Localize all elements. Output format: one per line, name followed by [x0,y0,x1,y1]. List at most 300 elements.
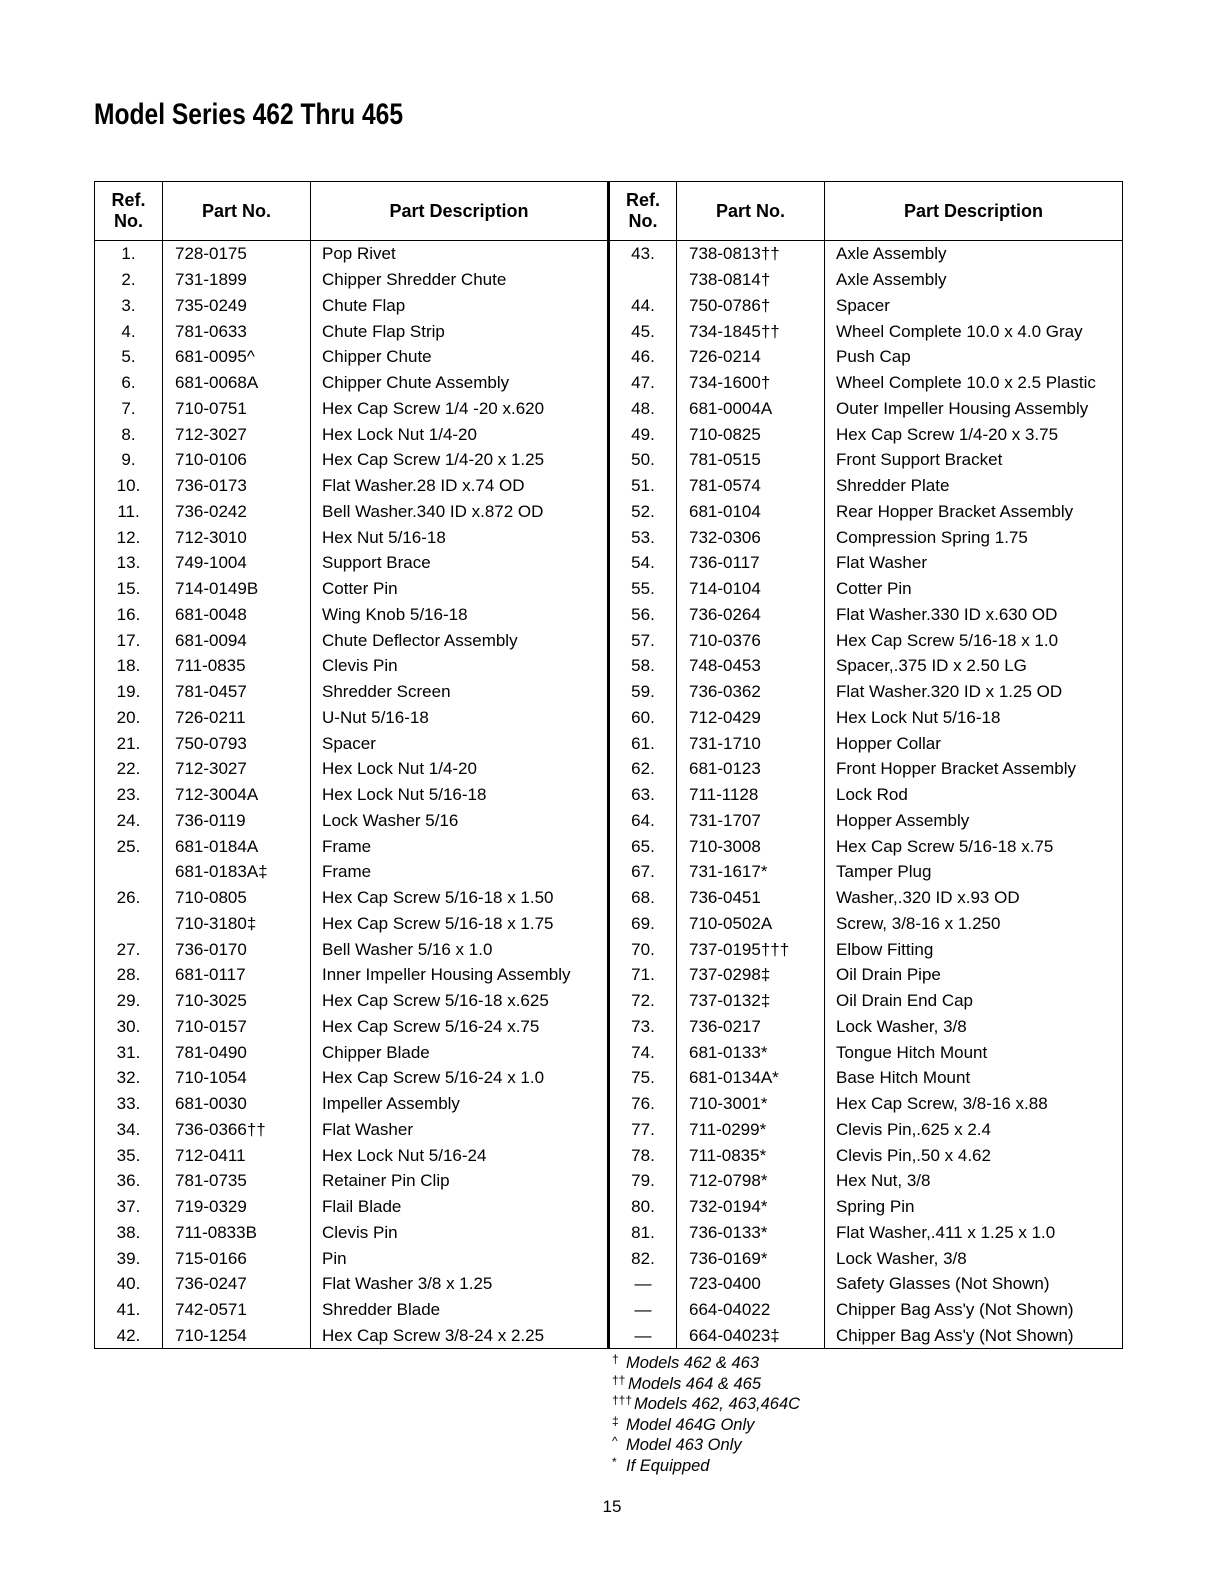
table-row [95,833,1123,859]
part-description-cell: Spacer [311,730,609,756]
table-row [95,1297,1123,1323]
table-row [95,885,1123,911]
table-row [95,344,1123,370]
table-row [95,499,1123,525]
table-row [95,1091,1123,1117]
ref-cell [95,911,163,937]
part-description-cell: Flat Washer [825,550,1123,576]
part-number-cell: 737-0195††† [677,936,825,962]
part-number-cell: 710-3025 [163,988,311,1014]
part-description-cell: Chipper Bag Ass'y (Not Shown) [825,1297,1123,1323]
part-description-cell: Safety Glasses (Not Shown) [825,1271,1123,1297]
ref-cell: 39. [95,1245,163,1271]
table-row [95,1194,1123,1220]
ref-cell: 78. [609,1142,677,1168]
part-description-cell: Shredder Blade [311,1297,609,1323]
ref-cell: 4. [95,318,163,344]
part-number-cell: 710-0751 [163,396,311,422]
part-description-cell: Shredder Screen [311,679,609,705]
part-number-cell: 736-0362 [677,679,825,705]
ref-cell: 68. [609,885,677,911]
ref-cell: 56. [609,602,677,628]
part-number-cell: 736-0170 [163,936,311,962]
part-number-cell: 712-3010 [163,524,311,550]
part-number-cell: 681-0183A‡ [163,859,311,885]
part-number-cell: 681-0133* [677,1039,825,1065]
part-description-cell: Chipper Bag Ass'y (Not Shown) [825,1323,1123,1349]
ref-cell: 73. [609,1014,677,1040]
ref-cell: 20. [95,705,163,731]
part-number-cell: 681-0104 [677,499,825,525]
part-description-cell: Retainer Pin Clip [311,1168,609,1194]
table-row [95,318,1123,344]
part-number-cell: 712-0411 [163,1142,311,1168]
part-description-cell: Flat Washer,.411 x 1.25 x 1.0 [825,1220,1123,1246]
table-header-row [95,182,1123,241]
ref-cell: 7. [95,396,163,422]
table-row [95,1142,1123,1168]
ref-cell: 11. [95,499,163,525]
table-row [95,988,1123,1014]
table-row [95,705,1123,731]
part-description-cell: Hex Cap Screw 5/16-18 x 1.50 [311,885,609,911]
part-description-cell: Hex Cap Screw 1/4-20 x 1.25 [311,447,609,473]
table-row [95,1271,1123,1297]
table-row [95,1220,1123,1246]
part-description-cell: Hex Cap Screw 1/4 -20 x.620 [311,396,609,422]
part-description-cell: Inner Impeller Housing Assembly [311,962,609,988]
part-number-cell: 781-0490 [163,1039,311,1065]
part-number-cell: 738-0813†† [677,241,825,267]
part-number-cell: 681-0094 [163,627,311,653]
ref-cell: 36. [95,1168,163,1194]
part-number-cell: 748-0453 [677,653,825,679]
footnote-text: Models 462 & 463 [626,1354,760,1372]
part-description-cell: Clevis Pin,.50 x 4.62 [825,1142,1123,1168]
ref-cell: 69. [609,911,677,937]
part-number-cell: 731-1899 [163,267,311,293]
part-description-cell: Oil Drain Pipe [825,962,1123,988]
ref-cell: 52. [609,499,677,525]
part-description-cell: Hopper Assembly [825,808,1123,834]
ref-cell: 35. [95,1142,163,1168]
table-row [95,653,1123,679]
part-description-cell: Flat Washer 3/8 x 1.25 [311,1271,609,1297]
part-description-cell: Lock Washer 5/16 [311,808,609,834]
part-description-cell: Hex Lock Nut 1/4-20 [311,421,609,447]
part-number-cell: 734-1845†† [677,318,825,344]
ref-cell: 79. [609,1168,677,1194]
part-number-cell: 731-1707 [677,808,825,834]
ref-cell: 81. [609,1220,677,1246]
ref-cell: 77. [609,1117,677,1143]
footnote-text: Model 464G Only [626,1415,755,1434]
ref-cell: 59. [609,679,677,705]
footnote-symbol: †† [612,1372,626,1387]
part-description-cell: Chipper Chute Assembly [311,370,609,396]
part-number-cell: 664-04022 [677,1297,825,1323]
part-number-cell: 736-0247 [163,1271,311,1297]
part-description-cell: Flat Washer.320 ID x 1.25 OD [825,679,1123,705]
ref-cell: 50. [609,447,677,473]
ref-cell: 43. [609,241,677,267]
table-row [95,267,1123,293]
ref-cell: 70. [609,936,677,962]
part-description-cell: Screw, 3/8-16 x 1.250 [825,911,1123,937]
part-description-cell: Frame [311,833,609,859]
part-description-cell: Base Hitch Mount [825,1065,1123,1091]
part-number-cell: 710-3001* [677,1091,825,1117]
ref-cell: 17. [95,627,163,653]
part-description-cell: Hex Nut 5/16-18 [311,524,609,550]
ref-cell: 32. [95,1065,163,1091]
part-description-cell: Chute Deflector Assembly [311,627,609,653]
table-row [95,421,1123,447]
part-number-cell: 726-0211 [163,705,311,731]
footnote-text: Model 463 Only [626,1436,742,1454]
part-description-cell: Support Brace [311,550,609,576]
part-description-cell: Shredder Plate [825,473,1123,499]
part-number-cell: 681-0068A [163,370,311,396]
part-number-cell: 710-1254 [163,1323,311,1349]
ref-cell: 18. [95,653,163,679]
parts-table-body [95,241,1123,1349]
part-number-cell: 712-0798* [677,1168,825,1194]
part-description-cell: Hopper Collar [825,730,1123,756]
ref-cell: 64. [609,808,677,834]
ref-cell: 24. [95,808,163,834]
part-description-cell: Front Hopper Bracket Assembly [825,756,1123,782]
part-number-cell: 715-0166 [163,1245,311,1271]
table-row [95,1117,1123,1143]
header-part-description: Part Description [825,182,1123,241]
ref-cell: 8. [95,421,163,447]
part-description-cell: Push Cap [825,344,1123,370]
part-number-cell: 781-0457 [163,679,311,705]
part-number-cell: 712-3027 [163,756,311,782]
table-row [95,1014,1123,1040]
part-number-cell: 781-0633 [163,318,311,344]
part-number-cell: 712-3027 [163,421,311,447]
part-number-cell: 719-0329 [163,1194,311,1220]
part-number-cell: 736-0217 [677,1014,825,1040]
part-description-cell: U-Nut 5/16-18 [311,705,609,731]
part-description-cell: Spring Pin [825,1194,1123,1220]
part-number-cell: 664-04023‡ [677,1323,825,1349]
part-description-cell: Flat Washer.28 ID x.74 OD [311,473,609,499]
footnote [612,1374,800,1395]
part-description-cell: Hex Lock Nut 5/16-18 [825,705,1123,731]
ref-cell: 33. [95,1091,163,1117]
table-row [95,756,1123,782]
footnote [612,1394,800,1415]
part-number-cell: 681-0048 [163,602,311,628]
part-number-cell: 736-0242 [163,499,311,525]
header-part-no: Part No. [677,182,825,241]
footnote-text: Models 464 & 465 [628,1374,762,1393]
part-number-cell: 710-1054 [163,1065,311,1091]
part-description-cell: Bell Washer 5/16 x 1.0 [311,936,609,962]
part-description-cell: Clevis Pin,.625 x 2.4 [825,1117,1123,1143]
ref-cell: 40. [95,1271,163,1297]
ref-cell: 54. [609,550,677,576]
table-row [95,550,1123,576]
part-description-cell: Compression Spring 1.75 [825,524,1123,550]
part-number-cell: 736-0117 [677,550,825,576]
header-part-no: Part No. [163,182,311,241]
part-number-cell: 736-0451 [677,885,825,911]
part-description-cell: Pop Rivet [311,241,609,267]
ref-cell: 23. [95,782,163,808]
ref-cell: 62. [609,756,677,782]
ref-cell: 10. [95,473,163,499]
part-description-cell: Elbow Fitting [825,936,1123,962]
ref-cell: 16. [95,602,163,628]
header-part-description: Part Description [311,182,609,241]
ref-cell: 60. [609,705,677,731]
part-description-cell: Hex Cap Screw 5/16-24 x 1.0 [311,1065,609,1091]
header-ref-no: Ref. No. [609,182,677,241]
part-description-cell: Hex Cap Screw 5/16-18 x 1.75 [311,911,609,937]
part-description-cell: Chipper Chute [311,344,609,370]
footnote-symbol: ^ [612,1434,618,1448]
part-number-cell: 711-0299* [677,1117,825,1143]
part-number-cell: 736-0169* [677,1245,825,1271]
ref-cell: 29. [95,988,163,1014]
footnote-symbol: * [612,1454,617,1469]
ref-cell: 3. [95,293,163,319]
part-description-cell: Frame [311,859,609,885]
part-number-cell: 736-0264 [677,602,825,628]
ref-cell: 13. [95,550,163,576]
ref-cell: 28. [95,962,163,988]
ref-cell: 47. [609,370,677,396]
part-number-cell: 710-3180‡ [163,911,311,937]
footnote-text: If Equipped [626,1456,710,1475]
part-number-cell: 681-0134A* [677,1065,825,1091]
part-description-cell: Hex Lock Nut 1/4-20 [311,756,609,782]
footnote-symbol: ††† [612,1393,633,1407]
part-number-cell: 711-0833B [163,1220,311,1246]
table-row [95,679,1123,705]
part-description-cell: Hex Nut, 3/8 [825,1168,1123,1194]
ref-cell: 37. [95,1194,163,1220]
table-row [95,396,1123,422]
part-number-cell: 749-1004 [163,550,311,576]
ref-cell: 6. [95,370,163,396]
ref-cell: 44. [609,293,677,319]
page-number: 15 [602,1497,622,1516]
part-description-cell: Spacer [825,293,1123,319]
table-row [95,1168,1123,1194]
part-number-cell: 734-1600† [677,370,825,396]
ref-cell: 22. [95,756,163,782]
ref-cell: 2. [95,267,163,293]
ref-cell: 25. [95,833,163,859]
part-description-cell: Hex Cap Screw 5/16-18 x.625 [311,988,609,1014]
table-row [95,370,1123,396]
part-description-cell: Hex Cap Screw 1/4-20 x 3.75 [825,421,1123,447]
part-number-cell: 731-1710 [677,730,825,756]
table-row [95,936,1123,962]
part-number-cell: 712-0429 [677,705,825,731]
footnote-text: Models 462, 463,464C [634,1395,801,1413]
part-description-cell: Washer,.320 ID x.93 OD [825,885,1123,911]
part-number-cell: 711-1128 [677,782,825,808]
ref-cell: 82. [609,1245,677,1271]
part-description-cell: Flat Washer [311,1117,609,1143]
ref-cell: 80. [609,1194,677,1220]
part-description-cell: Flail Blade [311,1194,609,1220]
table-row [95,962,1123,988]
part-number-cell: 732-0306 [677,524,825,550]
ref-cell: 51. [609,473,677,499]
part-number-cell: 737-0298‡ [677,962,825,988]
ref-cell [95,859,163,885]
part-number-cell: 737-0132‡ [677,988,825,1014]
part-number-cell: 710-0805 [163,885,311,911]
part-number-cell: 731-1617* [677,859,825,885]
part-number-cell: 681-0004A [677,396,825,422]
part-number-cell: 714-0104 [677,576,825,602]
part-description-cell: Bell Washer.340 ID x.872 OD [311,499,609,525]
part-number-cell: 710-0376 [677,627,825,653]
part-number-cell: 711-0835 [163,653,311,679]
part-description-cell: Hex Cap Screw 5/16-18 x.75 [825,833,1123,859]
footnote [612,1415,800,1436]
table-row [95,576,1123,602]
part-description-cell: Hex Cap Screw 3/8-24 x 2.25 [311,1323,609,1349]
part-description-cell: Hex Cap Screw, 3/8-16 x.88 [825,1091,1123,1117]
ref-cell: 1. [95,241,163,267]
table-row [95,524,1123,550]
part-number-cell: 681-0123 [677,756,825,782]
ref-cell: 9. [95,447,163,473]
ref-cell: 74. [609,1039,677,1065]
ref-cell: 63. [609,782,677,808]
part-description-cell: Lock Rod [825,782,1123,808]
part-number-cell: 681-0095^ [163,344,311,370]
ref-cell: 15. [95,576,163,602]
ref-cell: 72. [609,988,677,1014]
ref-cell: 21. [95,730,163,756]
table-row [95,293,1123,319]
part-number-cell: 736-0133* [677,1220,825,1246]
header-ref-no: Ref. No. [95,182,163,241]
ref-cell: 27. [95,936,163,962]
ref-cell: 38. [95,1220,163,1246]
ref-cell: 45. [609,318,677,344]
part-number-cell: 750-0793 [163,730,311,756]
ref-cell: — [609,1297,677,1323]
ref-cell: 12. [95,524,163,550]
ref-cell: 46. [609,344,677,370]
part-description-cell: Hex Lock Nut 5/16-18 [311,782,609,808]
ref-cell: 58. [609,653,677,679]
part-number-cell: 711-0835* [677,1142,825,1168]
part-description-cell: Outer Impeller Housing Assembly [825,396,1123,422]
part-number-cell: 710-0106 [163,447,311,473]
ref-cell: 48. [609,396,677,422]
part-description-cell: Wheel Complete 10.0 x 4.0 Gray [825,318,1123,344]
part-number-cell: 732-0194* [677,1194,825,1220]
ref-cell: 61. [609,730,677,756]
part-description-cell: Spacer,.375 ID x 2.50 LG [825,653,1123,679]
ref-cell: 75. [609,1065,677,1091]
ref-cell [609,267,677,293]
part-number-cell: 736-0119 [163,808,311,834]
ref-cell: 34. [95,1117,163,1143]
part-description-cell: Oil Drain End Cap [825,988,1123,1014]
part-description-cell: Pin [311,1245,609,1271]
ref-cell: 65. [609,833,677,859]
table-row [95,911,1123,937]
part-description-cell: Hex Cap Screw 5/16-24 x.75 [311,1014,609,1040]
part-description-cell: Clevis Pin [311,1220,609,1246]
table-row [95,473,1123,499]
part-number-cell: 710-0502A [677,911,825,937]
ref-cell: 53. [609,524,677,550]
part-description-cell: Impeller Assembly [311,1091,609,1117]
part-number-cell: 710-0825 [677,421,825,447]
part-number-cell: 736-0173 [163,473,311,499]
part-description-cell: Lock Washer, 3/8 [825,1014,1123,1040]
ref-cell: 76. [609,1091,677,1117]
page-title: Model Series 462 Thru 465 [94,98,404,131]
part-description-cell: Chipper Shredder Chute [311,267,609,293]
part-number-cell: 726-0214 [677,344,825,370]
part-number-cell: 710-3008 [677,833,825,859]
ref-cell: 19. [95,679,163,705]
part-description-cell: Hex Lock Nut 5/16-24 [311,1142,609,1168]
part-number-cell: 710-0157 [163,1014,311,1040]
part-number-cell: 681-0030 [163,1091,311,1117]
footnote-symbol: † [612,1352,619,1366]
table-row [95,241,1123,267]
footnote [612,1435,800,1456]
part-description-cell: Hex Cap Screw 5/16-18 x 1.0 [825,627,1123,653]
part-number-cell: 736-0366†† [163,1117,311,1143]
table-row [95,602,1123,628]
table-row [95,1245,1123,1271]
footnote-symbol: ‡ [612,1413,619,1428]
part-description-cell: Lock Washer, 3/8 [825,1245,1123,1271]
footnotes [612,1353,800,1476]
table-row [95,627,1123,653]
part-description-cell: Rear Hopper Bracket Assembly [825,499,1123,525]
ref-cell: 5. [95,344,163,370]
part-number-cell: 738-0814† [677,267,825,293]
part-description-cell: Chipper Blade [311,1039,609,1065]
part-number-cell: 735-0249 [163,293,311,319]
ref-cell: 49. [609,421,677,447]
part-number-cell: 723-0400 [677,1271,825,1297]
table-row [95,1323,1123,1349]
part-number-cell: 781-0515 [677,447,825,473]
part-number-cell: 714-0149B [163,576,311,602]
ref-cell: 57. [609,627,677,653]
table-row [95,1039,1123,1065]
parts-table [94,181,1123,1349]
part-description-cell: Cotter Pin [311,576,609,602]
part-description-cell: Axle Assembly [825,241,1123,267]
part-number-cell: 712-3004A [163,782,311,808]
ref-cell: 30. [95,1014,163,1040]
part-number-cell: 781-0574 [677,473,825,499]
table-row [95,1065,1123,1091]
ref-cell: — [609,1271,677,1297]
table-row [95,447,1123,473]
